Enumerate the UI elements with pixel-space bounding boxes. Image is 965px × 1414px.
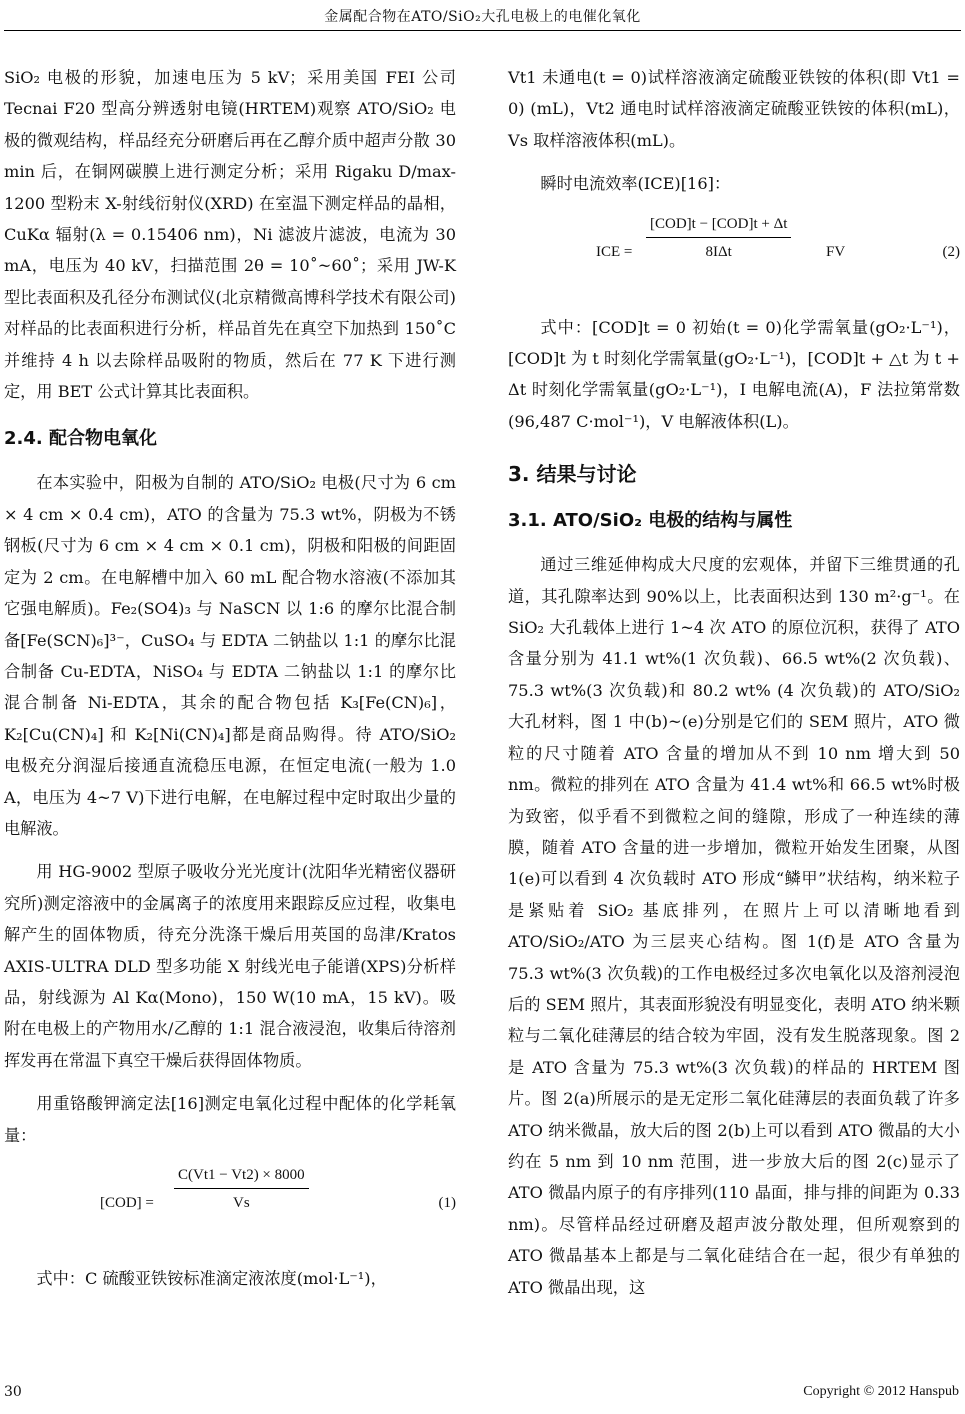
equation-2-numerator: [COD]t − [COD]t + Δt [646, 216, 791, 238]
page-number: 30 [4, 1384, 22, 1400]
equation-2-rhs: FV [826, 243, 846, 260]
copyright-notice: Copyright © 2012 Hanspub [803, 1384, 959, 1399]
right-column [508, 62, 960, 1315]
left-column [4, 62, 456, 1306]
paragraph-results: 通过三维延伸构成大尺度的宏观体，并留下三维贯通的孔道，其孔隙率达到 90%以上，比表面积达到 130 m²·g⁻¹。在 SiO₂ 大孔载体上进行 1~4 次 ATO 的原位沉积，获得了 ATO 含量分别为 41.1 wt%(1 次负载)、66.5 wt%(2 次负载)、75.3 wt%(3 次负载)和 80.2 wt% (4 次负载)的 ATO/SiO₂ 大孔材料，图 1 中(b)~(e)分别是它们的 SEM 照片，ATO 微粒的尺寸随着 ATO 含量的增加从不到 10 nm 增大到 50 nm。微粒的排列在 ATO 含量为 41.4 wt%和 66.5 wt%时极为致密，似乎看不到微粒之间的缝隙，形成了一种连续的薄膜，随着 ATO 含量的进一步增加，微粒开始发生团聚，从图 1(e)可以看到 4 次负载时 ATO 形成“鳞甲”状结构，纳米粒子是紧贴着 SiO₂ 基底排列，在照片上可以清晰地看到 ATO/SiO₂/ATO 为三层夹心结构。图 1(f)是 ATO 含量为 75.3 wt%(3 次负载)的工作电极经过多次电氧化以及溶剂浸泡后的 SEM 照片，其表面形貌没有明显变化，表明 ATO 纳米颗粒与二氧化硅薄层的结合较为牢固，没有发生脱落现象。图 2 是 ATO 含量为 75.3 wt%(3 次负载)的样品的 HRTEM 图片。图 2(a)所展示的是无定形二氧化硅薄层的表面负载了许多 ATO 纳米微晶，放大后的图 2(b)上可以看到 ATO 微晶的大小约在 5 nm 到 10 nm 范围，进一步放大后的图 2(c)显示了 ATO 微晶内原子的有序排列(110 晶面，排与排的间距为 0.33 nm)。尽管样品经过研磨及超声波分散处理，但所观察到的 ATO 微晶基本上都是与二氧化硅结合在一起，很少有单独的 ATO 微晶出现，这 [508, 555, 960, 1297]
paragraph-cod-intro: 用重铬酸钾滴定法[16]测定电氧化过程中配体的化学耗氧量： [4, 1094, 456, 1145]
paragraph-ice-where: 式中：[COD]t = 0 初始(t = 0)化学需氧量(gO₂·L⁻¹)，[COD]t 为 t 时刻化学需氧量(gO₂·L⁻¹)，[COD]t + △t 为 t + Δt 时刻化学需氧量(gO₂·L⁻¹)，I 电解电流(A)，F 法拉第常数(96,487 C·mol⁻¹)，V 电解液体积(L)。 [508, 317, 960, 431]
equation-2 [508, 212, 960, 300]
section-heading-3-1: 3.1. ATO/SiO₂ 电极的结构与属性 [508, 510, 793, 532]
paragraph-methods-cont: SiO₂ 电极的形貌，加速电压为 5 kV；采用美国 FEI 公司 Tecnai F20 型高分辨透射电镜(HRTEM)观察 ATO/SiO₂ 电极的微观结构，样品经充分研磨后再在乙醇介质中超声分散 30 min 后，在铜网碳膜上进行测定分析；采用 Rigaku D/max-1200 型粉末 X-射线衍射仪(XRD) 在室温下测定样品的晶相，CuKα 辐射(λ = 0.15406 nm)，Ni 滤波片滤波，电流为 30 mA，电压为 40 kV，扫描范围 2θ = 10˚~60˚；采用 JW-K 型比表面积及孔径分布测试仪(北京精微高博科学技术有限公司)对样品的比表面积进行分析，样品首先在真空下加热到 150˚C 并维持 4 h 以去除样品吸附的物质，然后在 77 K 下进行测定，用 BET 公式计算其比表面积。 [4, 68, 456, 402]
equation-1-numerator: C(Vt1 − Vt2) × 8000 [174, 1167, 309, 1189]
paragraph-vt-definitions: Vt1 未通电(t = 0)试样溶液滴定硫酸亚铁铵的体积(即 Vt1 = 0) (mL)，Vt2 通电时试样溶液滴定硫酸亚铁铵的体积(mL)，Vs 取样溶液体积(mL)。 [508, 68, 960, 150]
equation-1-fraction [174, 1167, 309, 1212]
section-heading-2-4: 2.4. 配合物电氧化 [4, 428, 157, 450]
section-heading-3: 3. 结果与讨论 [508, 462, 637, 487]
equation-2-fraction [646, 216, 791, 261]
header-rule [4, 30, 961, 31]
equation-2-denominator: 8IΔt [705, 243, 732, 260]
equation-1-denominator: Vs [232, 1195, 250, 1211]
equation-1-lhs: [COD] = [100, 1195, 154, 1211]
running-header: 金属配合物在ATO/SiO₂大孔电极上的电催化氧化 [324, 9, 641, 25]
equation-2-lhs: ICE = [596, 243, 633, 260]
equation-1-number: (1) [438, 1195, 456, 1211]
paragraph-electrooxidation: 在本实验中，阳极为自制的 ATO/SiO₂ 电极(尺寸为 6 cm × 4 cm × 0.4 cm)，ATO 的含量为 75.3 wt%，阴极为不锈钢板(尺寸为 6 cm × 4 cm × 0.1 cm)，阴极和阳极的间距固定为 2 cm。在电解槽中加入 60 mL 配合物水溶液(不添加其它强电解质)。Fe₂(SO4)₃ 与 NaSCN 以 1:6 的摩尔比混合制备[Fe(SCN)₆]³⁻，CuSO₄ 与 EDTA 二钠盐以 1:1 的摩尔比混合制备 Cu-EDTA，NiSO₄ 与 EDTA 二钠盐以 1:1 的摩尔比混合制备 Ni-EDTA，其余的配合物包括 K₃[Fe(CN)₆]，K₂[Cu(CN)₄] 和 K₂[Ni(CN)₄]都是商品购得。待 ATO/SiO₂ 电极充分润湿后接通直流稳压电源，在恒定电流(一般为 1.0 A，电压为 4~7 V)下进行电解，在电解过程中定时取出少量的电解液。 [4, 473, 456, 838]
equation-1 [4, 1163, 456, 1251]
paragraph-ice-intro: 瞬时电流效率(ICE)[16]： [540, 174, 731, 194]
paragraph-where-c: 式中：C 硫酸亚铁铵标准滴定液浓度(mol·L⁻¹)， [36, 1269, 387, 1288]
equation-2-number: (2) [942, 243, 960, 260]
paragraph-aas-xps: 用 HG-9002 型原子吸收分光光度计(沈阳华光精密仪器研究所)测定溶液中的金属离子的浓度用来跟踪反应过程，收集电解产生的固体物质，待充分洗涤干燥后用英国的岛津/Kratos AXIS-ULTRA DLD 型多功能 X 射线光电子能谱(XPS)分析样品，射线源为 Al Kα(Mono)，150 W(10 mA，15 kV)。吸附在电极上的产物用水/乙醇的 1:1 混合液浸泡，收集后待溶剂挥发再在常温下真空干燥后获得固体物质。 [4, 862, 456, 1070]
